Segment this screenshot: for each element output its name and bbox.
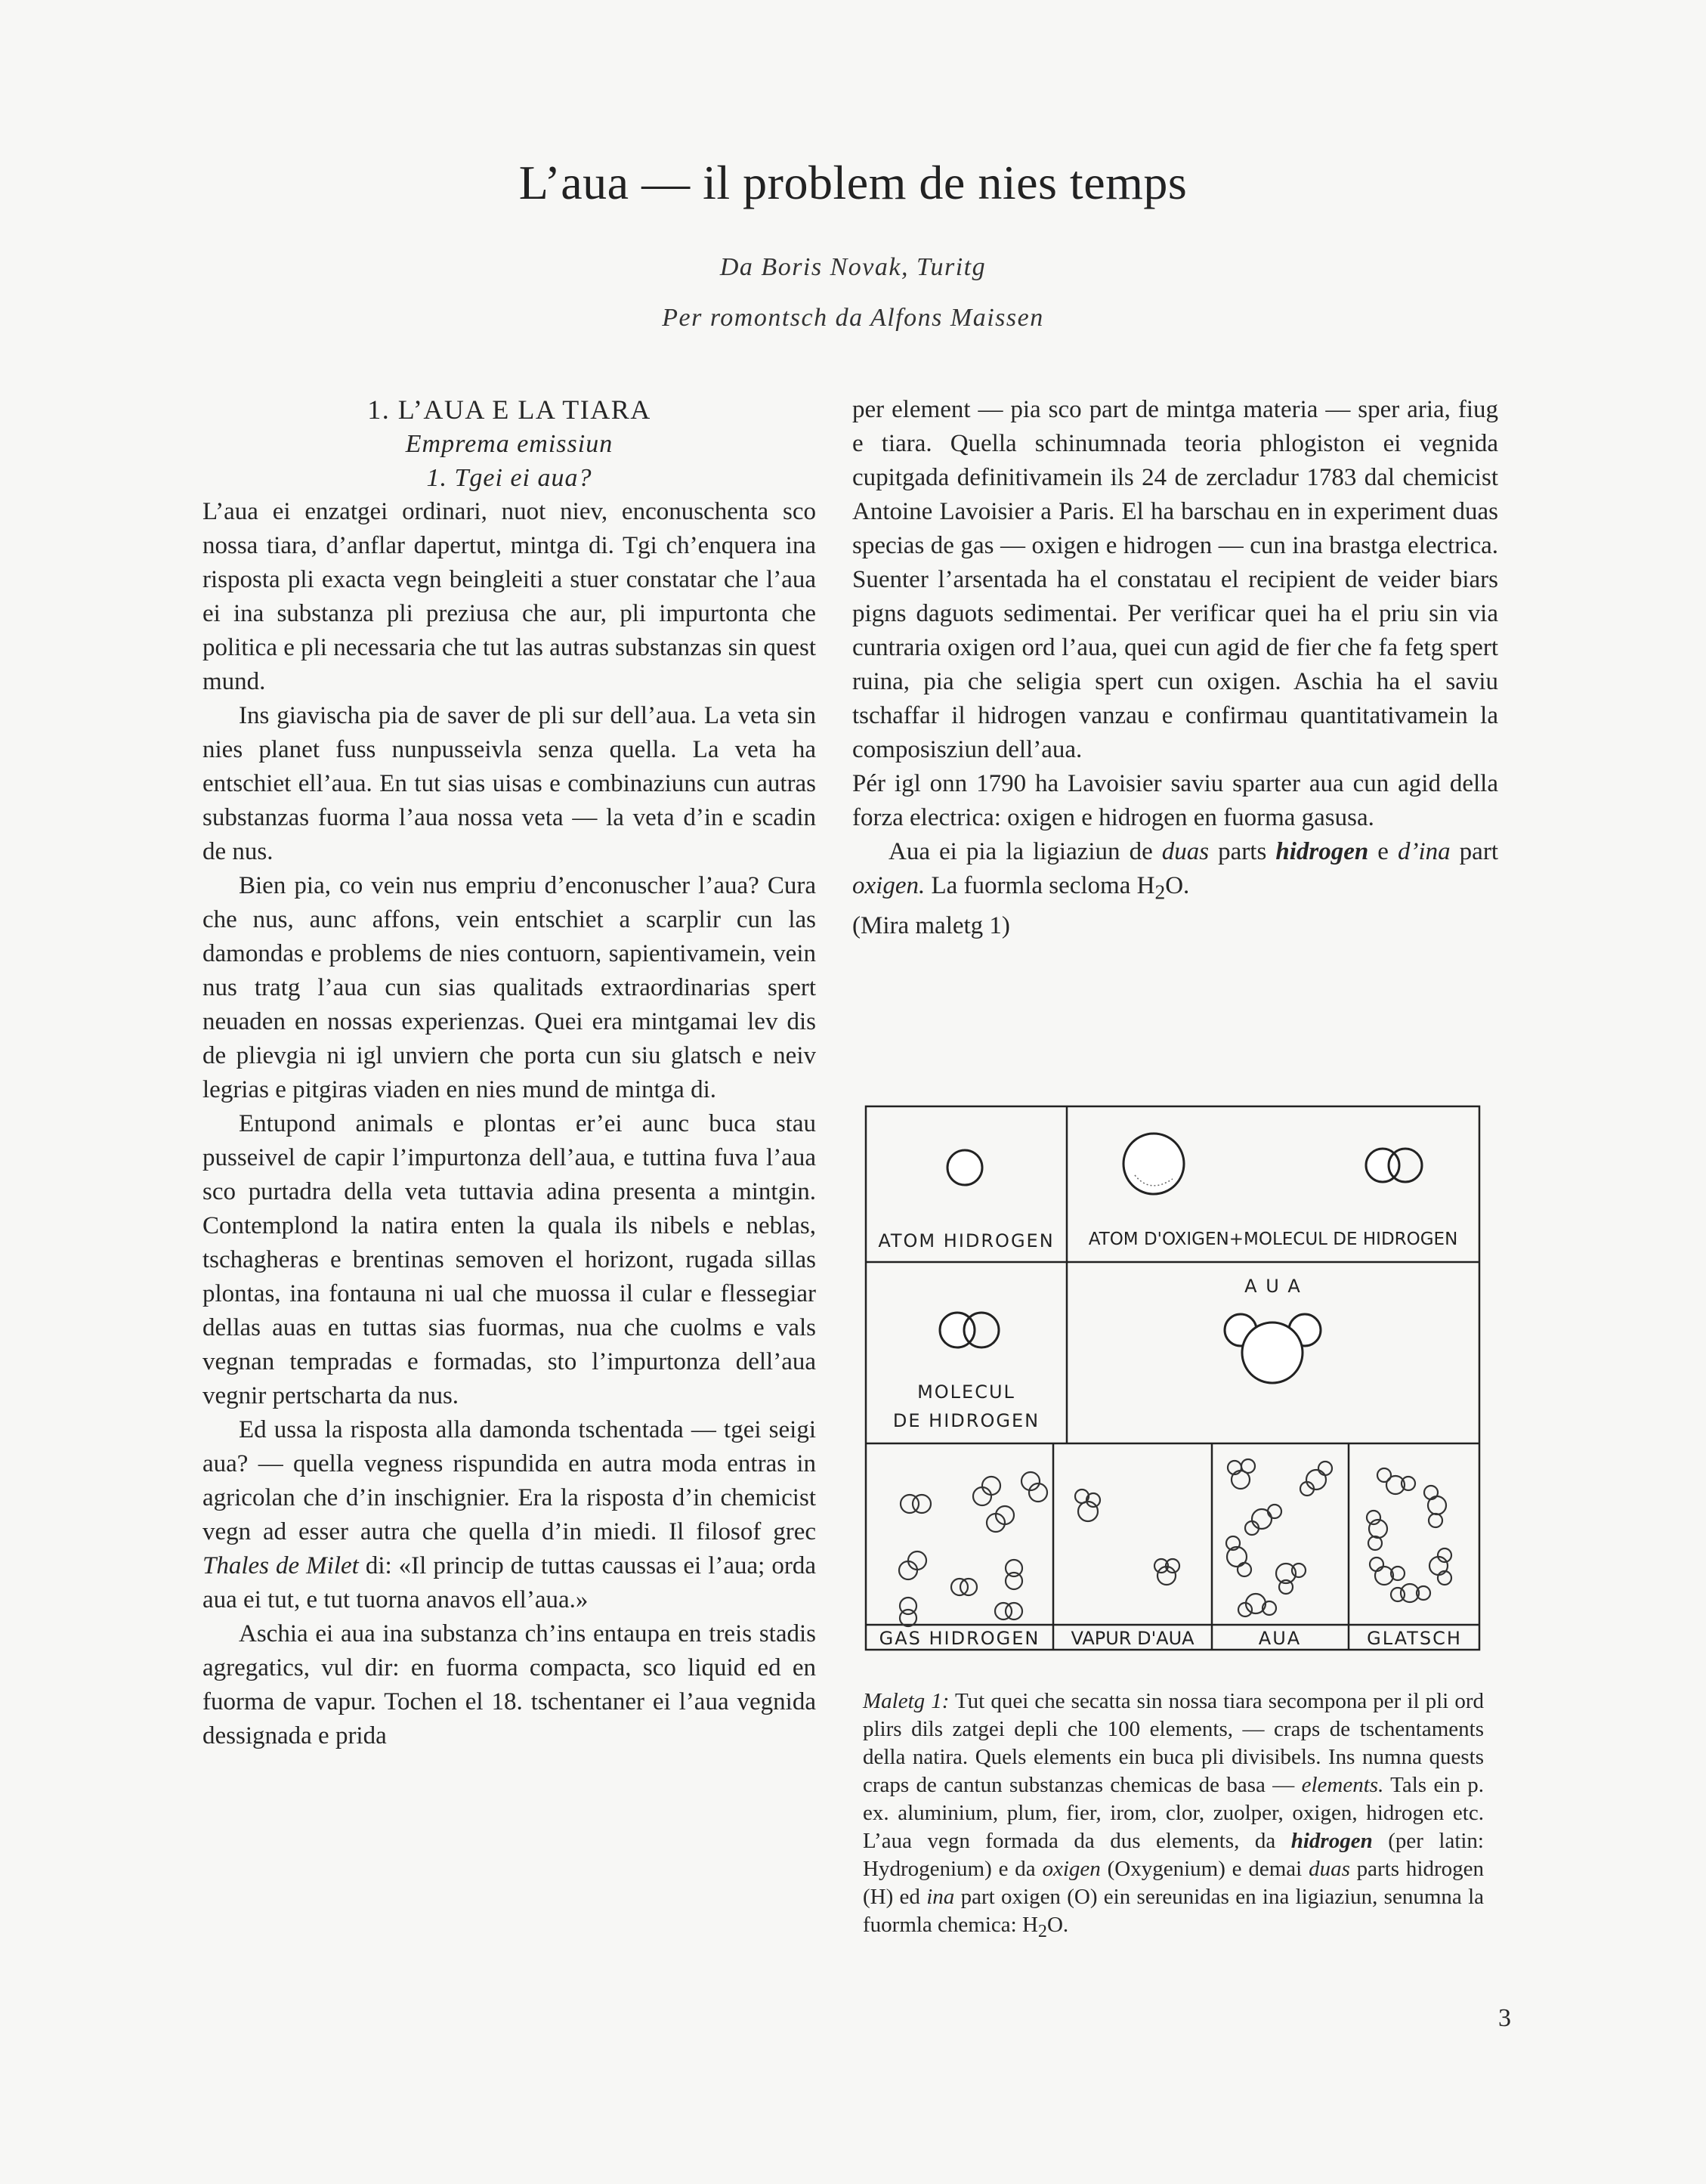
text-run: O. xyxy=(1165,872,1190,899)
label-gas-hidrogen: GAS HIDROGEN xyxy=(879,1628,1040,1649)
text-run: parts hidrogen (H) ed xyxy=(863,1857,1484,1909)
text-run: (Oxygenium) e demai xyxy=(1100,1857,1309,1881)
article-title: L’aua — il problem de nies temps xyxy=(518,156,1188,209)
label-atom-oxigen-molecul: ATOM D'OXIGEN+MOLECUL DE HIDROGEN xyxy=(1088,1230,1458,1249)
label-atom-hidrogen: ATOM HIDROGEN xyxy=(878,1230,1055,1251)
paragraph: Ins giavischa pia de saver de pli sur dell’aua. La veta sin nies planet fuss nunpusseivla senza quella. La veta ha entschiet ell’aua. En tut sias uisas e combinaziuns cun autras substanzas fuorma l’aua nossa veta — la veta d’in e scadin de nus. xyxy=(202,702,816,865)
text-run: (Mira maletg 1) xyxy=(852,911,1010,939)
figure-water-molecules xyxy=(863,1103,1482,1653)
ice-molecules-icon xyxy=(1367,1468,1451,1602)
emphasis-text: duas xyxy=(1309,1857,1350,1881)
label-aua-top: A U A xyxy=(1244,1276,1302,1297)
text-run: di: «Il princip de tuttas caussas ei l’aua; orda aua ei tut, e tut tuorna anavos ell’aua.» xyxy=(202,1552,816,1613)
gas-hydrogen-molecules-icon xyxy=(899,1472,1047,1626)
section-subheading: Emprema emissiun xyxy=(405,430,613,458)
label-aua: AUA xyxy=(1258,1628,1302,1649)
text-run: O. xyxy=(1046,1913,1069,1937)
section-heading: 1. L’AUA E LA TIARA xyxy=(367,394,651,425)
emphasis-text: oxigen xyxy=(1042,1857,1101,1881)
text-run: Tals ein p. ex. aluminium, plum, fier, irom, clor, zuolper, oxigen, hidrogen etc. L’aua vegn formada da dus elements, da xyxy=(863,1773,1484,1853)
paragraph: Entupond animals e plontas er’ei aunc buca stau pusseivel de capir l’impurtonza dell’aua, e tuttina fuva l’aua sco purtadra della veta tuttavia adina presenta a mintgin. Contemplond la natira enten la quala ils nibels e neblas, tschagheras e brentinas semoven el horizont, rugada sillas plontas, ina fontauna ni ual che muossa il cular e flessegiar dellas auas en tuttas sias fuormas, nua che cuolms e vals vegnan tempradas e formadas, sto l’impurtonza dell’aua vegnir pertscharta da nus. xyxy=(202,1110,816,1409)
text-run: Aua ei pia la ligiaziun de xyxy=(889,838,1162,865)
liquid-water-molecules-icon xyxy=(1226,1459,1332,1616)
label-glatsch: GLATSCH xyxy=(1367,1628,1462,1649)
emphasis-text: hidrogen xyxy=(1290,1829,1373,1853)
hydrogen-atom-icon xyxy=(947,1150,982,1185)
subscript: 2 xyxy=(1154,880,1166,904)
left-column xyxy=(202,393,816,1753)
oxygen-atom-icon xyxy=(1123,1134,1184,1194)
caption-label: Maletg 1: xyxy=(863,1689,950,1713)
text-run: Tut quei che secatta sin nossa tiara secompona per il pli ord plirs dils zatgei depli che 100 elements, — craps de tschentaments della natira. Quels elements ein buca pli divisibels. Ins numna quests craps de cantun substanzas chemicas de basa — xyxy=(863,1689,1484,1797)
text-run: La fuormla secloma H xyxy=(925,872,1155,899)
emphasis-text: hidrogen xyxy=(1275,838,1369,865)
subscript: 2 xyxy=(1037,1920,1047,1941)
text-run: Ed ussa la risposta alla damonda tschentada — tgei seigi aua? — quella vegness rispundida en autra moda entras in agricolan che d’in inschignier. Era la risposta d’in chemicist vegn ad esser autra che quella d’in miedi. Il filosof grec xyxy=(202,1416,816,1545)
caption-text xyxy=(863,1687,1484,1945)
label-de-hidrogen: DE HIDROGEN xyxy=(892,1410,1040,1431)
paragraph: L’aua ei enzatgei ordinari, nuot niev, enconuschenta sco nossa tiara, d’anflar dapertut, mintga di. Tgi ch’enquera ina risposta pli exacta vegn beingleiti a stuer constatar che l’aua ei ina substanza pli preziusa che aur, pli impurtonta che politica e pli necessaria che tut las autras substanzas sin quest mund. xyxy=(202,498,816,695)
emphasis-text: elements. xyxy=(1301,1773,1384,1797)
text-run: parts xyxy=(1209,838,1276,865)
molecule-diagram xyxy=(863,1103,1482,1653)
label-vapur-aua: VAPUR D'AUA xyxy=(1071,1628,1195,1649)
emphasis-text: oxigen. xyxy=(852,872,926,899)
text-run: e xyxy=(1368,838,1398,865)
paragraph: Bien pia, co vein nus empriu d’enconuscher l’aua? Cura che nus, aunc affons, vein entschiet a scarplir cun las damondas e problems de nies contuorn, sapientivamein, vein nus tratg l’aua cun sias qualitads extraordinarias spert neuaden en nossas experienzas. Quei era mintgamai lev dis de plievgia ni igl unviern che porta cun siu glatsch e neiv legrias e pitgiras viaden en nies mund de mintga di. xyxy=(202,872,816,1103)
section-question: 1. Tgei ei aua? xyxy=(426,464,592,492)
figure-caption xyxy=(863,1687,1484,1945)
paragraph: Aschia ei aua ina substanza ch’ins entaupa en treis stadis agregatics, vul dir: en fuorma compacta, sco liquid ed en fuorma de vapur. Tochen el 18. tschentaner ei l’aua vegnida dessignada e prida xyxy=(202,1620,816,1749)
emphasis-text: duas xyxy=(1161,838,1210,865)
right-column xyxy=(852,393,1498,943)
paragraph xyxy=(852,835,1498,943)
paragraph: per element — pia sco part de mintga materia — sper aria, fiug e tiara. Quella schinumnada teoria phlogiston ei vegnida cupitgada definitivamein ils 24 de zercladur 1783 dal chemicist Antoine Lavoisier a Paris. El ha barschau en in experiment duas specias de gas — oxigen e hidrogen — cun ina brastga electrica. Suenter l’arsentada ha el constatau el recipient de veider biars pigns daguots sedimentai. Per verificar quei ha el priu sin via cuntraria oxigen ord l’aua, quei cun agid de fier che fa fetg spert ruina, pia che seligia spert cun oxigen. Aschia ha el saviu tschaffar il hidrogen vanzau e confirmau quantitativamein la composisziun dell’aua. xyxy=(852,396,1498,763)
emphasis-text: ina xyxy=(926,1885,955,1909)
text-run: part xyxy=(1450,838,1498,865)
emphasis-text: d’ina xyxy=(1397,838,1451,865)
emphasis-text: Thales de Milet xyxy=(202,1552,359,1579)
label-molecul: MOLECUL xyxy=(917,1381,1015,1403)
paragraph xyxy=(202,1413,816,1617)
oxygen-atom-icon xyxy=(1242,1322,1303,1383)
page-number: 3 xyxy=(1498,2004,1511,2032)
translator-byline: Per romontsch da Alfons Maissen xyxy=(662,304,1044,332)
author-byline: Da Boris Novak, Turitg xyxy=(719,253,987,281)
text-run: part oxigen (O) ein sereunidas en ina ligiaziun, senumna la fuormla chemica: H xyxy=(863,1885,1484,1937)
paragraph: Pér igl onn 1790 ha Lavoisier saviu sparter aua cun agid della forza electrica: oxigen e hidrogen en fuorma gasusa. xyxy=(852,770,1498,831)
text-run: (per latin: Hydrogenium) e da xyxy=(863,1829,1484,1881)
water-vapour-molecules-icon xyxy=(1075,1490,1179,1585)
